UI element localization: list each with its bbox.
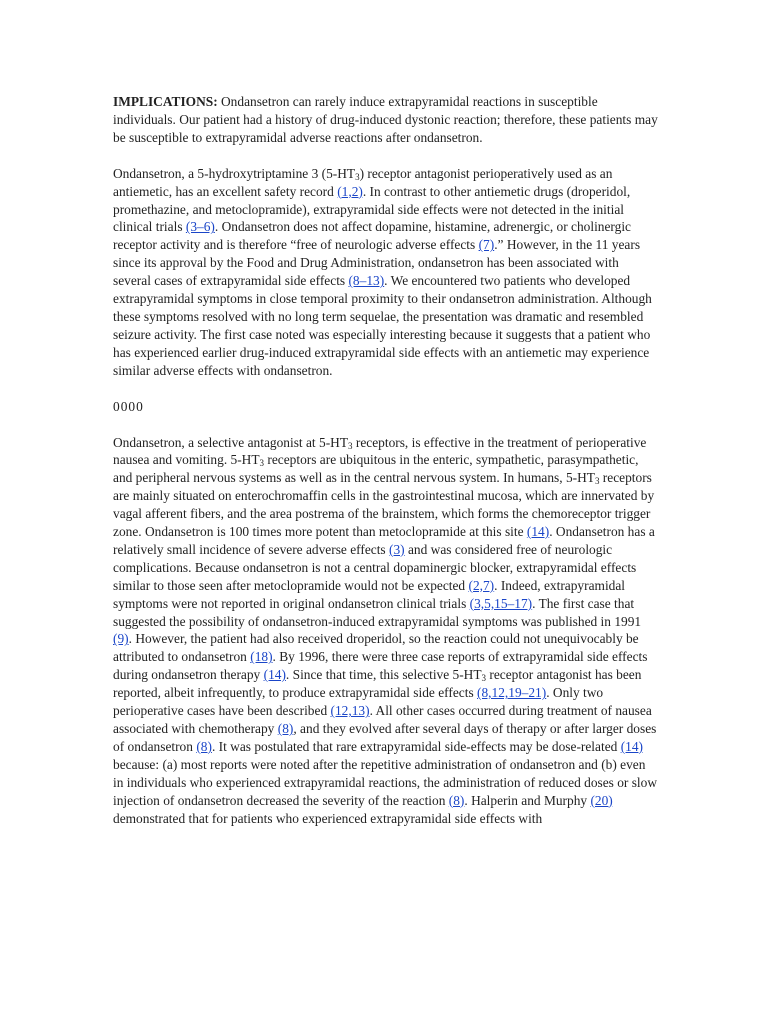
citation-link[interactable]: (18) bbox=[250, 649, 273, 665]
subscript: 3 bbox=[594, 476, 600, 487]
implications-heading: IMPLICATIONS: bbox=[113, 94, 218, 109]
citation-link[interactable]: (12,13) bbox=[330, 703, 370, 719]
subscript: 3 bbox=[348, 440, 353, 451]
text-run: . Since that time, this selective 5-HT bbox=[285, 667, 482, 683]
text-run: . All other cases occurred during treatment of nausea associated with chemotherapy bbox=[113, 703, 652, 736]
text-run: . Halperin and Murphy bbox=[464, 792, 591, 808]
implications-paragraph bbox=[113, 93, 658, 147]
text-run: ) receptor antagonist perioperatively used as an antiemetic, has an excellent safety record bbox=[113, 165, 613, 199]
discussion-paragraph bbox=[113, 434, 658, 828]
implications-text: Ondansetron can rarely induce extrapyramidal reactions in susceptible individuals. Our patient had a history of drug-induced dystonic reaction; therefore, these patients may be susceptible to extrapyramidal adverse reactions after ondansetron. bbox=[113, 94, 658, 145]
citation-link[interactable]: (14) bbox=[263, 667, 286, 683]
text-run: . However, the patient had also received droperidol, so the reaction could not unequivocably be attributed to ondansetron bbox=[113, 631, 639, 665]
citation-link[interactable]: (8–13) bbox=[348, 273, 385, 289]
citation-link[interactable]: (14) bbox=[526, 524, 550, 540]
text-run: . Ondansetron has a relatively small incidence of severe adverse effects bbox=[113, 524, 655, 557]
citation-link[interactable]: (2,7) bbox=[468, 577, 495, 593]
citation-link[interactable]: (9) bbox=[113, 631, 129, 647]
text-run: .” However, in the 11 years since its approval by the Food and Drug Administration, ondansetron has been associated with several cases of extrapyramidal side effects bbox=[113, 237, 641, 289]
subscript: 3 bbox=[259, 458, 265, 469]
citation-link[interactable]: (3–6) bbox=[185, 219, 215, 235]
text-run: receptors are ubiquitous in the enteric, sympathetic, parasympathetic, and peripheral nervous systems as well as in the central nervous system. In humans, 5-HT bbox=[113, 452, 639, 486]
text-run: . By 1996, there were three case reports of extrapyramidal side effects during ondansetron therapy bbox=[113, 649, 648, 683]
text-run: Ondansetron, a 5-hydroxytriptamine 3 (5-HT bbox=[113, 165, 356, 181]
subscript: 3 bbox=[355, 171, 360, 182]
citation-link[interactable]: (20) bbox=[590, 792, 613, 808]
citation-link[interactable]: (8) bbox=[448, 792, 465, 808]
text-run: . Only two perioperative cases have been described bbox=[113, 685, 604, 719]
text-run: . We encountered two patients who developed extrapyramidal symptoms in close temporal proximity to their ondansetron administration. Although these symptoms resolved with no long term sequelae, the presentation was dramatic and resembled seizure activity. The first case noted was especially interesting because it suggests that a patient who has experienced earlier drug-induced extrapyramidal side effects with an antiemetic may experience similar adverse effects with ondansetron. bbox=[113, 273, 652, 378]
citation-link[interactable]: (8,12,19–21) bbox=[477, 685, 547, 701]
citation-link[interactable]: (8) bbox=[277, 721, 294, 736]
intro-paragraph bbox=[113, 165, 658, 380]
citation-link[interactable]: (7) bbox=[478, 237, 495, 253]
citation-link[interactable]: (3) bbox=[389, 541, 405, 557]
text-run: . It was postulated that rare extrapyramidal side-effects may be dose-related bbox=[211, 738, 621, 754]
text-run: because: (a) most reports were noted after the repetitive administration of ondansetron and (b) even in individuals who experienced extrapyramidal reactions, the administration of reduced doses or slow injection of ondansetron decreased the severity of the reaction bbox=[113, 756, 658, 808]
document-page bbox=[113, 93, 658, 845]
text-run: and was considered free of neurologic complications. Because ondansetron is not a central dopaminergic blocker, extrapyramidal effects similar to those seen after metoclopramide would not be expected bbox=[113, 541, 637, 593]
text-run: Ondansetron, a selective antagonist at 5-HT bbox=[113, 434, 349, 450]
citation-link[interactable]: (14) bbox=[620, 738, 643, 754]
citation-link[interactable]: (1,2) bbox=[337, 183, 363, 199]
text-run: demonstrated that for patients who experienced extrapyramidal side effects with bbox=[113, 810, 543, 826]
text-run: . In contrast to other antiemetic drugs (droperidol, promethazine, and metoclopramide), extrapyramidal side effects were not detected in the initial clinical trials bbox=[113, 183, 631, 235]
text-run: . Ondansetron does not affect dopamine, histamine, adrenergic, or cholinergic receptor activity and is therefore “free of neurologic adverse effects bbox=[113, 219, 632, 253]
section-separator: 0000 bbox=[113, 398, 144, 414]
text-run: receptor antagonist has been reported, albeit infrequently, to produce extrapyramidal side effects bbox=[113, 667, 642, 701]
citation-link[interactable]: (3,5,15–17) bbox=[469, 595, 533, 611]
text-run: . The first case that suggested the possibility of ondansetron-induced extrapyramidal symptoms was published in 1991 bbox=[113, 595, 642, 629]
subscript: 3 bbox=[481, 673, 487, 684]
text-run: . Indeed, extrapyramidal symptoms were not reported in original ondansetron clinical trials bbox=[113, 577, 626, 611]
citation-link[interactable]: (8) bbox=[196, 738, 212, 754]
text-run: , and they evolved after several days of therapy or after larger doses of ondansetron bbox=[113, 721, 657, 754]
text-run: receptors are mainly situated on enterochromaffin cells in the gastrointestinal mucosa, which are innervated by vagal afferent fibers, and the area postrema of the brainstem, which forms the chemoreceptor trigger zone. Ondansetron is 100 times more potent than metoclopramide at this site bbox=[113, 470, 655, 540]
text-run: receptors, is effective in the treatment of perioperative nausea and vomiting. 5-HT bbox=[113, 434, 647, 468]
